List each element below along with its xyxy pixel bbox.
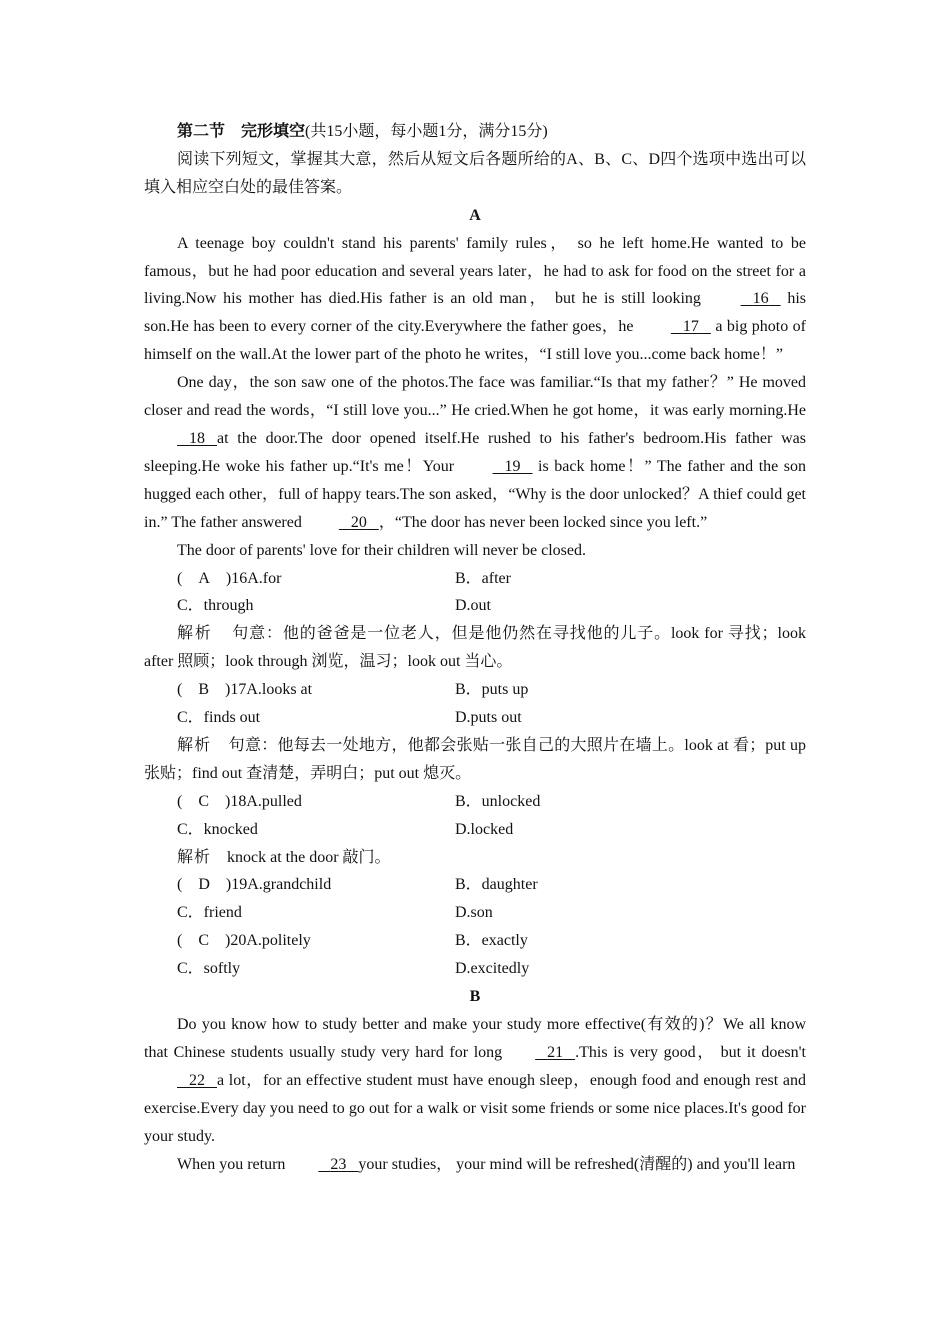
section-title: 第二节 完形填空: [177, 123, 306, 140]
option-b: B．after: [455, 569, 511, 587]
option-a: A.looks at: [246, 681, 313, 699]
question-17: ( B )17A.looks at B．puts up: [144, 676, 806, 704]
analysis-18: 解析 knock at the door 敲门。: [177, 848, 391, 866]
answer-20: C: [198, 932, 209, 950]
passage-a-paragraph-1: A teenage boy couldn't stand his parents' family rules， so he left home.He wanted to be famous，but he had poor education and several years later，he had to ask for food on the street for a living.Now his mother has died.His father is an old man， but he is still looking 16 his son.He has been to every corner of the city.Everywhere the father goes，he 17 a big photo of himself on the wall.At the lower part of the photo he writes，“I still love you...come back home！”: [144, 234, 806, 364]
option-a: A.pulled: [246, 792, 302, 810]
option-d: D.excitedly: [455, 960, 530, 978]
option-c: C．finds out: [177, 709, 261, 727]
section-subtitle: (共15小题，每小题1分，满分15分): [305, 123, 548, 140]
document-page: [144, 118, 806, 1178]
passage-b-label: B: [469, 988, 481, 1006]
answer-17: B: [198, 681, 209, 699]
question-16-options-cd: [144, 592, 806, 620]
question-20: ( C )20A.politely B．exactly: [144, 927, 806, 955]
question-20-options-cd: [144, 955, 806, 983]
blank-16: 16: [752, 290, 769, 308]
analysis-16: 解析 句意：他的爸爸是一位老人，但是他仍然在寻找他的儿子。look for 寻找；look after 照顾；look through 浏览，温习；look out 当心。: [144, 625, 806, 671]
option-b: B．puts up: [455, 681, 529, 699]
blank-18: 18: [189, 429, 205, 447]
option-a: A.politely: [246, 932, 311, 950]
option-a: A.grandchild: [247, 876, 332, 894]
blank-17: 17: [682, 318, 699, 336]
option-d: D.locked: [455, 820, 514, 838]
option-d: D.out: [455, 597, 491, 615]
option-c: C．through: [177, 597, 254, 615]
answer-16: A: [198, 569, 210, 587]
answer-18: C: [198, 792, 209, 810]
option-a: A.for: [247, 569, 282, 587]
option-d: D.son: [455, 904, 493, 922]
passage-a-label: A: [469, 206, 481, 224]
passage-a-paragraph-3: The door of parents' love for their children will never be closed.: [177, 541, 586, 559]
option-b: B．unlocked: [455, 792, 541, 810]
passage-b-paragraph-1: Do you know how to study better and make your study more effective(有效的)？We all know that Chinese students usually study very hard for long 21 .This is very good， but it doesn't 22 a lot，for an effective student must have enough sleep，enough food and enough rest and exercise.Every day you need to go out for a walk or visit some friends or some nice places.It's good for your study.: [144, 1016, 806, 1145]
option-b: B．daughter: [455, 876, 538, 894]
question-17-options-cd: [144, 704, 806, 732]
blank-22: 22: [189, 1071, 205, 1089]
option-d: D.puts out: [455, 709, 522, 727]
question-16: ( A )16A.for B．after: [144, 565, 806, 593]
blank-20: 20: [350, 513, 367, 531]
blank-21: 21: [547, 1043, 564, 1061]
passage-b-paragraph-2: When you return 23 your studies， your mind will be refreshed(清醒的) and you'll learn: [144, 1151, 806, 1179]
question-18: ( C )18A.pulled B．unlocked: [144, 788, 806, 816]
option-b: B．exactly: [455, 932, 528, 950]
blank-23: 23: [330, 1155, 347, 1173]
option-c: C．knocked: [177, 820, 258, 838]
question-18-options-cd: [144, 816, 806, 844]
passage-a-paragraph-2: One day，the son saw one of the photos.The face was familiar.“Is that my father？” He moved closer and read the words，“I still love you...” He cried.When he got home，it was early morning.He 18 at the door.The door opened itself.He rushed to his father's bedroom.His father was sleeping.He woke his father up.“It's me！Your 19 is back home！” The father and the son hugged each other，full of happy tears.The son asked，“Why is the door unlocked？A thief could get in.” The father answered 20 ，“The door has never been locked since you left.”: [144, 369, 806, 536]
instruction: 阅读下列短文，掌握其大意，然后从短文后各题所给的A、B、C、D四个选项中选出可以填入相应空白处的最佳答案。: [144, 150, 806, 196]
option-c: C．softly: [177, 960, 241, 978]
blank-19: 19: [504, 457, 521, 475]
section-heading: [144, 118, 806, 146]
answer-19: D: [198, 876, 210, 894]
question-19: ( D )19A.grandchild B．daughter: [144, 871, 806, 899]
analysis-17: 解析 句意：他每去一处地方，他都会张贴一张自己的大照片在墙上。look at 看；put up 张贴；find out 查清楚，弄明白；put out 熄灭。: [144, 736, 806, 782]
option-c: C．friend: [177, 904, 242, 922]
question-19-options-cd: [144, 899, 806, 927]
